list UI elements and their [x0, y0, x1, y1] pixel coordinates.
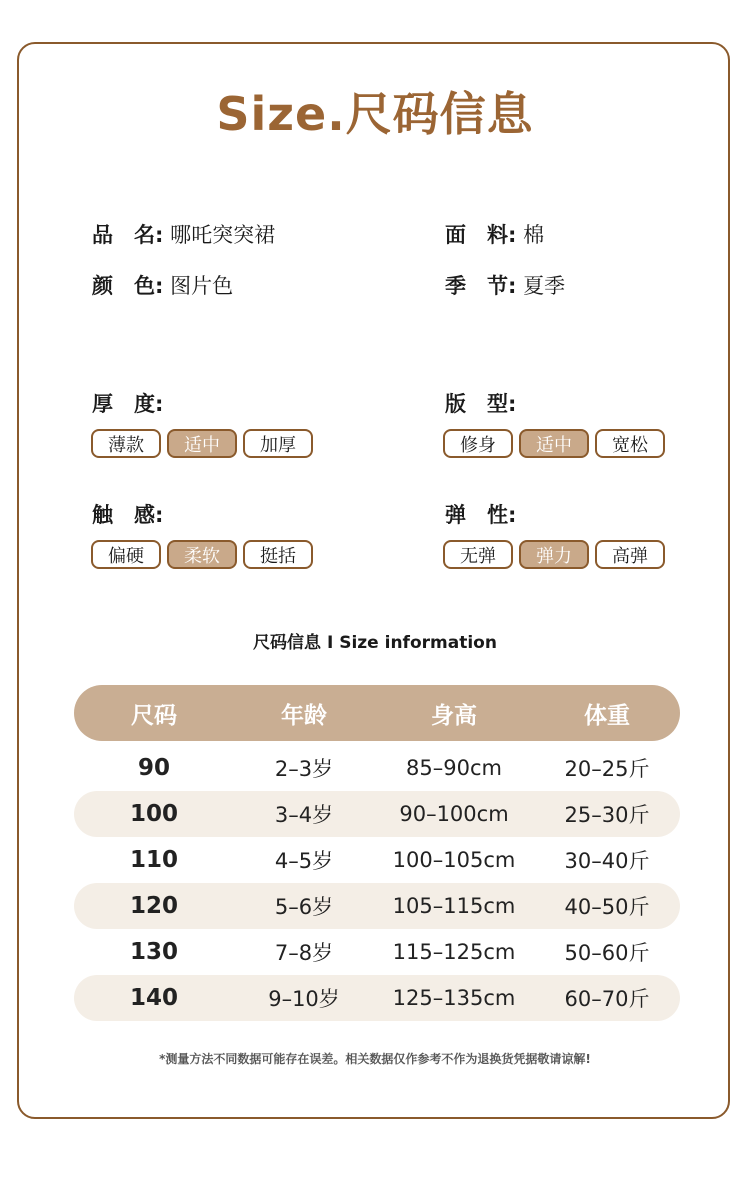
table-row: [74, 745, 680, 791]
header-age: 年龄: [281, 702, 327, 729]
feel-option: 挺括: [243, 540, 313, 569]
fit-option: 适中: [519, 429, 589, 458]
product-name-value: 哪吒突突裙: [170, 223, 276, 247]
fit-options: [443, 429, 665, 458]
weight-cell: 25–30斤: [564, 803, 650, 827]
thickness-label: 厚 度:: [92, 392, 164, 416]
product-color: [92, 270, 233, 300]
table-row: [74, 791, 680, 837]
table-row: [74, 837, 680, 883]
feel-option: 柔软: [167, 540, 237, 569]
weight-cell: 30–40斤: [564, 849, 650, 873]
age-cell: 5–6岁: [274, 895, 334, 919]
fit-option: 宽松: [595, 429, 665, 458]
weight-cell: 50–60斤: [564, 941, 650, 965]
age-cell: 9–10岁: [268, 987, 340, 1011]
fabric-label: 面 料:: [445, 223, 517, 247]
product-season: [445, 270, 565, 300]
size-cell: 90: [137, 755, 170, 781]
table-row: [74, 975, 680, 1021]
fit-label: 版 型:: [445, 392, 517, 416]
feel-option: 偏硬: [91, 540, 161, 569]
size-table-header: [74, 685, 680, 741]
header-size: 尺码: [131, 702, 177, 729]
page-title: Size.尺码信息: [216, 87, 534, 141]
header-weight: 体重: [584, 702, 630, 729]
age-cell: 7–8岁: [274, 941, 334, 965]
table-row: [74, 883, 680, 929]
weight-cell: 40–50斤: [564, 895, 650, 919]
thickness-option: 适中: [167, 429, 237, 458]
product-name-label: 品 名:: [92, 223, 164, 247]
height-cell: 85–90cm: [406, 756, 502, 780]
size-cell: 130: [129, 939, 178, 965]
season-value: 夏季: [523, 274, 566, 298]
age-cell: 2–3岁: [274, 757, 334, 781]
elasticity-option: 无弹: [443, 540, 513, 569]
size-cell: 100: [129, 801, 178, 827]
weight-cell: 60–70斤: [564, 987, 650, 1011]
size-cell: 140: [129, 985, 178, 1011]
elasticity-options: [443, 540, 665, 569]
age-cell: 3–4岁: [274, 803, 334, 827]
thickness-option: 加厚: [243, 429, 313, 458]
product-name: [92, 219, 275, 249]
height-cell: 105–115cm: [392, 894, 516, 918]
thickness-options: [91, 429, 313, 458]
header-height: 身高: [431, 702, 477, 729]
elasticity-option: 弹力: [519, 540, 589, 569]
disclaimer-note: *测量方法不同数据可能存在误差。相关数据仅作参考不作为退换货凭据敬请谅解!: [159, 1052, 591, 1066]
fabric-value: 棉: [523, 223, 545, 247]
thickness-option: 薄款: [91, 429, 161, 458]
season-label: 季 节:: [445, 274, 517, 298]
weight-cell: 20–25斤: [564, 757, 650, 781]
product-fabric: [445, 219, 544, 249]
fit-option: 修身: [443, 429, 513, 458]
feel-label: 触 感:: [92, 503, 164, 527]
age-cell: 4–5岁: [274, 849, 334, 873]
size-section-title: 尺码信息 I Size information: [253, 633, 497, 653]
size-cell: 120: [129, 893, 178, 919]
elasticity-option: 高弹: [595, 540, 665, 569]
size-cell: 110: [129, 847, 178, 873]
height-cell: 115–125cm: [392, 940, 516, 964]
height-cell: 90–100cm: [399, 802, 509, 826]
color-label: 颜 色:: [92, 274, 164, 298]
color-value: 图片色: [170, 274, 234, 298]
elasticity-label: 弹 性:: [445, 503, 517, 527]
table-row: [74, 929, 680, 975]
height-cell: 125–135cm: [392, 986, 516, 1010]
feel-options: [91, 540, 313, 569]
height-cell: 100–105cm: [392, 848, 516, 872]
